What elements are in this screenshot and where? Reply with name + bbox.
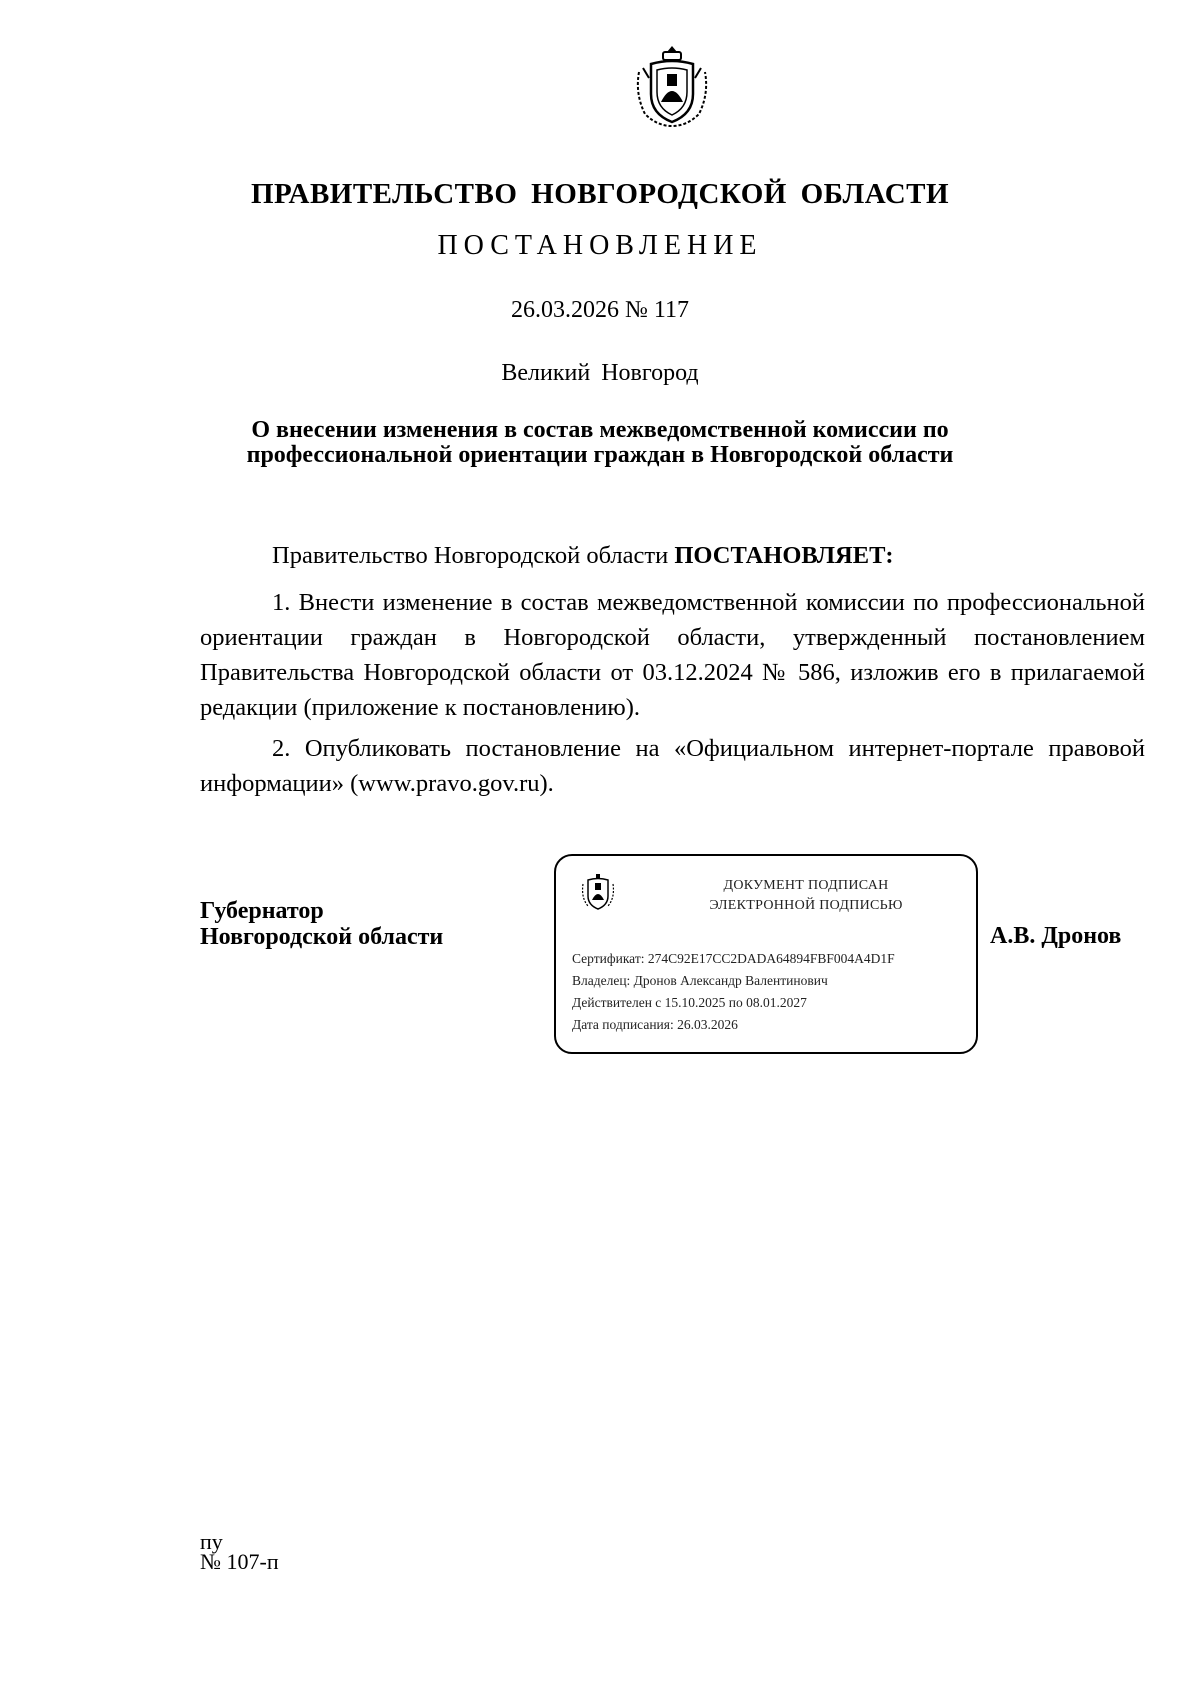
paragraph-2: 2. Опубликовать постановление на «Официальном интернет-портале правовой информации» (www.pravo.gov.ru).	[200, 735, 1145, 797]
document-type: ПОСТАНОВЛЕНИЕ	[437, 230, 763, 261]
certificate-number: Сертификат: 274C92E17CC2DADA64894FBF004A4D1F	[572, 951, 895, 966]
organization-title: ПРАВИТЕЛЬСТВО НОВГОРОДСКОЙ ОБЛАСТИ	[250, 178, 950, 210]
document-city: Великий Новгород	[501, 360, 699, 386]
document-footer	[200, 1529, 279, 1574]
coat-of-arms-icon	[580, 872, 616, 912]
signature-stamp-header	[656, 876, 956, 916]
intro-decree-word: ПОСТАНОВЛЯЕТ:	[674, 542, 894, 569]
paragraph-1: 1. Внести изменение в состав межведомственной комиссии по профессиональной ориентации граждан в Новгородской области, утвержденный постановлением Правительства Новгородской области от 03.12.2024 № 586, изложив его в прилагаемой редакции (приложение к постановлению).	[200, 589, 1145, 721]
signature-stamp-header-line: ЭЛЕКТРОННОЙ ПОДПИСЬЮ	[709, 898, 903, 913]
signing-date: Дата подписания: 26.03.2026	[572, 1017, 738, 1032]
document-date-number: 26.03.2026 № 117	[510, 297, 689, 323]
document-subject	[200, 418, 1000, 468]
footer-line: пу	[200, 1529, 223, 1554]
intro-paragraph	[200, 538, 1145, 573]
footer-line: № 107-п	[200, 1549, 279, 1574]
signatory-position-line: Новгородской области	[200, 924, 444, 950]
subject-line: О внесении изменения в состав межведомственной комиссии по	[251, 417, 949, 443]
subject-line: профессиональной ориентации граждан в Новгородской области	[246, 442, 954, 468]
electronic-signature-stamp	[554, 854, 978, 1054]
signatory-name: А.В. Дронов	[990, 923, 1122, 949]
signatory-position	[200, 898, 443, 950]
certificate-owner: Владелец: Дронов Александр Валентинович	[572, 973, 828, 988]
certificate-validity: Действителен с 15.10.2025 по 08.01.2027	[572, 995, 807, 1010]
signatory-position-line: Губернатор	[200, 898, 324, 924]
signature-stamp-header-line: ДОКУМЕНТ ПОДПИСАН	[723, 878, 889, 893]
coat-of-arms-icon	[633, 44, 711, 128]
intro-text: Правительство Новгородской области	[272, 542, 675, 569]
signature-stamp-details	[572, 948, 895, 1036]
